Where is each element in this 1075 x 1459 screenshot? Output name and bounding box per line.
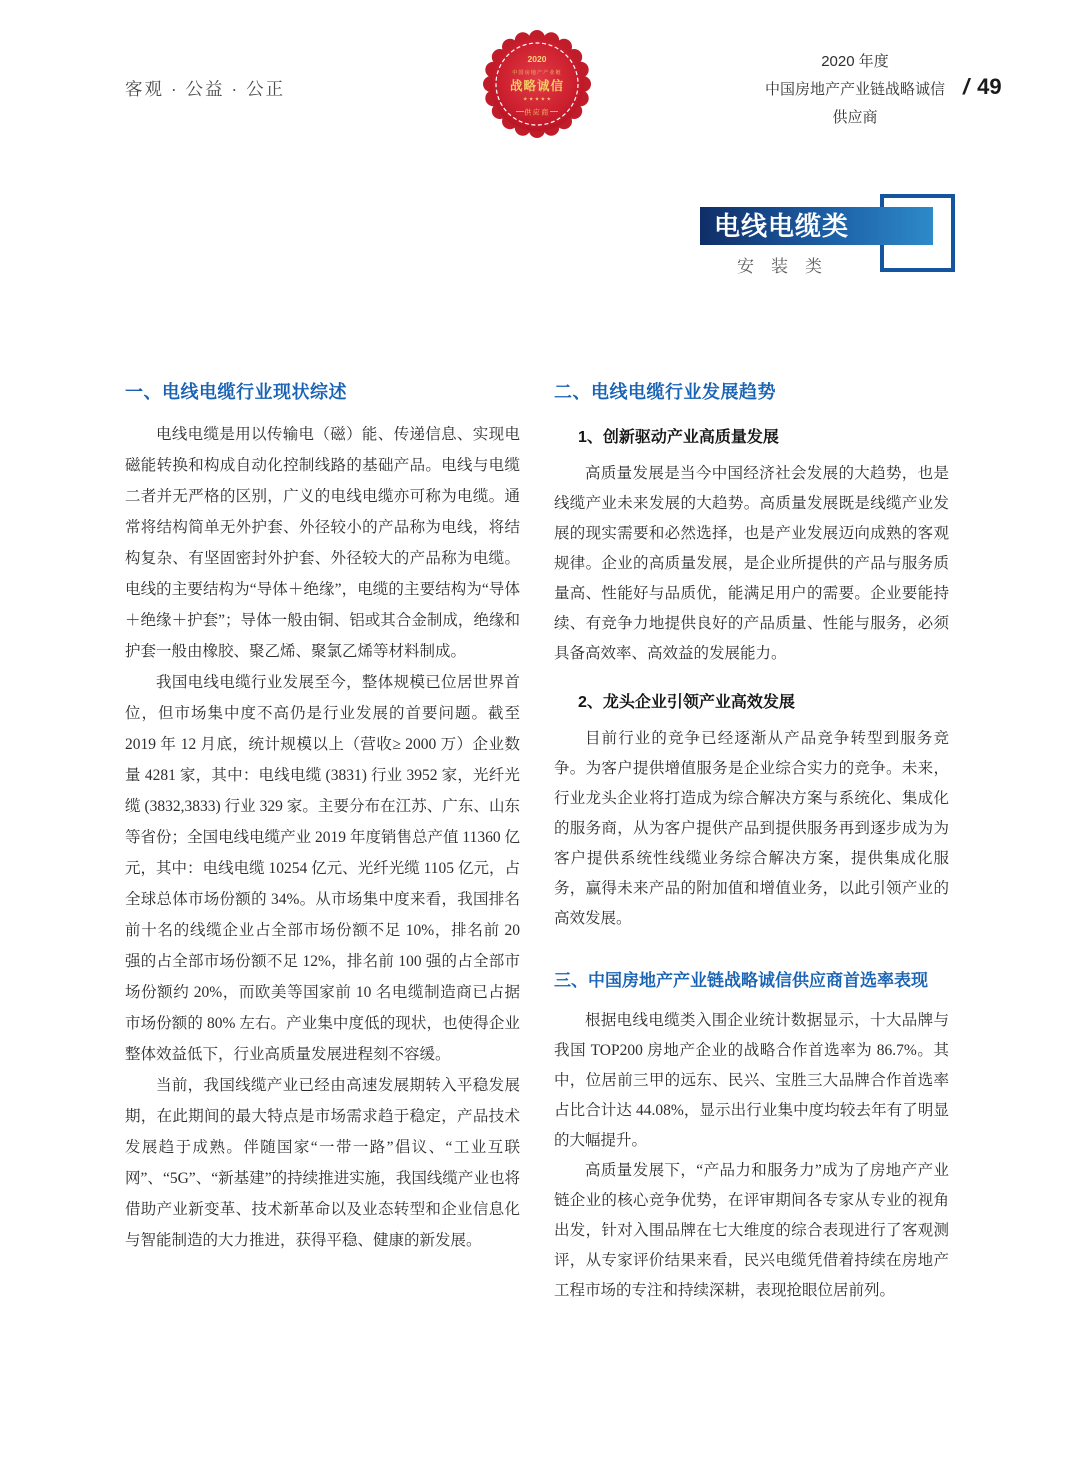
header-title-block (748, 48, 962, 132)
seal-bottom: 供应商 (524, 109, 550, 117)
section3-paragraph-2: 高质量发展下，“产品力和服务力”成为了房地产产业链企业的核心竞争优势，在评审期间各专家从专业的视角出发，针对入围品牌在七大维度的综合表现进行了客观测评，从专家评价结果来看，民兴电缆凭借着持续在房地产工程市场的专注和持续深耕，表现抢眼位居前列。 (554, 1162, 949, 1299)
seal-title: 战略诚信 (509, 79, 565, 93)
left-column (125, 378, 520, 1306)
section1-heading: 一、电线电缆行业现状综述 (125, 382, 347, 402)
section2-subheading-2: 2、龙头企业引领产业高效发展 (578, 694, 795, 711)
section3-heading: 三、中国房地产产业链战略诚信供应商首选率表现 (554, 971, 928, 990)
page-number (963, 74, 1002, 100)
seal-stars: ★ ★ ★ ★ ★ (523, 96, 551, 103)
section2-subheading-1: 1、创新驱动产业高质量发展 (578, 429, 779, 446)
section1-paragraph-2: 我国电线电缆行业发展至今，整体规模已位居世界首位，但市场集中度不高仍是行业发展的首要问题。截至 2019 年 12 月底，统计规模以上（营收≥ 2000 万）企业数量 4281 家，其中：电线电缆 (3831) 行业 3952 家，光纤光缆 (3832,3833) 行业 329 家。主要分布在江苏、广东、山东等省份；全国电线电缆产业 2019 年度销售总产值 11360 亿元，其中：电线电缆 10254 亿元、光纤光缆 1105 亿元，占全球总体市场份额的 34%。从市场集中度来看，我国排名前十名的线缆企业占全部市场份额不足 10%，排名前 20 强的占全部市场份额不足 12%，排名前 100 强的占全部市场份额约 20%，而欧美等国家前 10 名电缆制造商已占据市场份额的 80% 左右。产业集中度低的现状，也使得企业整体效益低下，行业高质量发展进程刻不容缓。 (125, 674, 520, 1063)
section2-paragraph-2: 目前行业的竞争已经逐渐从产品竞争转型到服务竞争。为客户提供增值服务是企业综合实力的竞争。未来，行业龙头企业将打造成为综合解决方案与系统化、集成化的服务商，从为客户提供产品到提供服务再到逐步成为为客户提供系统性线缆业务综合解决方案，提供集成化服务，赢得未来产品的附加值和增值业务，以此引领产业的高效发展。 (554, 730, 949, 927)
seal-year: 2020 (527, 54, 547, 64)
page-number-value: 49 (977, 74, 1002, 99)
category-subtitle: 安装类 (737, 257, 839, 276)
category-banner: 电线电缆类 (700, 207, 933, 245)
section1-paragraph-1: 电线电缆是用以传输电（磁）能、传递信息、实现电磁能转换和构成自动化控制线路的基础产品。电线与电缆二者并无严格的区别，广义的电线电缆亦可称为电缆。通常将结构简单无外护套、外径较小的产品称为电线，将结构复杂、有坚固密封外护套、外径较大的产品称为电缆。电线的主要结构为“导体＋绝缘”，电缆的主要结构为“导体＋绝缘＋护套”；导体一般由铜、铝或其合金制成，绝缘和护套一般由橡胶、聚乙烯、聚氯乙烯等材料制成。 (125, 426, 520, 660)
header-slogan: 客观 · 公益 · 公正 (125, 79, 286, 99)
section1-paragraph-3: 当前，我国线缆产业已经由高速发展期转入平稳发展期，在此期间的最大特点是市场需求趋于稳定，产品技术发展趋于成熟。伴随国家“一带一路”倡议、“工业互联网”、“5G”、“新基建”的持续推进实施，我国线缆产业也将借助产业新变革、技术新革命以及业态转型和企业信息化与智能制造的大力推进，获得平稳、健康的新发展。 (125, 1077, 520, 1249)
page-number-slash: / (963, 74, 970, 99)
section3-paragraph-1: 根据电线电缆类入围企业统计数据显示，十大品牌与我国 TOP200 房地产企业的战略合作首选率为 86.7%。其中，位居前三甲的远东、民兴、宝胜三大品牌合作首选率占比合计达 44.08%，显示出行业集中度均较去年有了明显的大幅提升。 (554, 1012, 949, 1149)
header-org-line: 中国房地产产业链战略诚信 (764, 81, 945, 98)
header-year-line: 2020 年度 (821, 53, 889, 70)
article-body (125, 378, 949, 1306)
section2-heading: 二、电线电缆行业发展趋势 (554, 382, 776, 402)
right-column (554, 378, 949, 1306)
seal-org: 中国房地产产业链 (512, 70, 562, 76)
strategic-integrity-seal-icon (483, 30, 591, 138)
section2-paragraph-1: 高质量发展是当今中国经济社会发展的大趋势，也是线缆产业未来发展的大趋势。高质量发展既是线缆产业发展的现实需要和必然选择，也是产业发展迈向成熟的客观规律。企业的高质量发展，是企业所提供的产品与服务质量高、性能好与品质优，能满足用户的需要。企业要能持续、有竞争力地提供良好的产品质量、性能与服务，必须具备高效率、高效益的发展能力。 (554, 465, 949, 662)
header-supplier-line: 供应商 (832, 109, 878, 126)
